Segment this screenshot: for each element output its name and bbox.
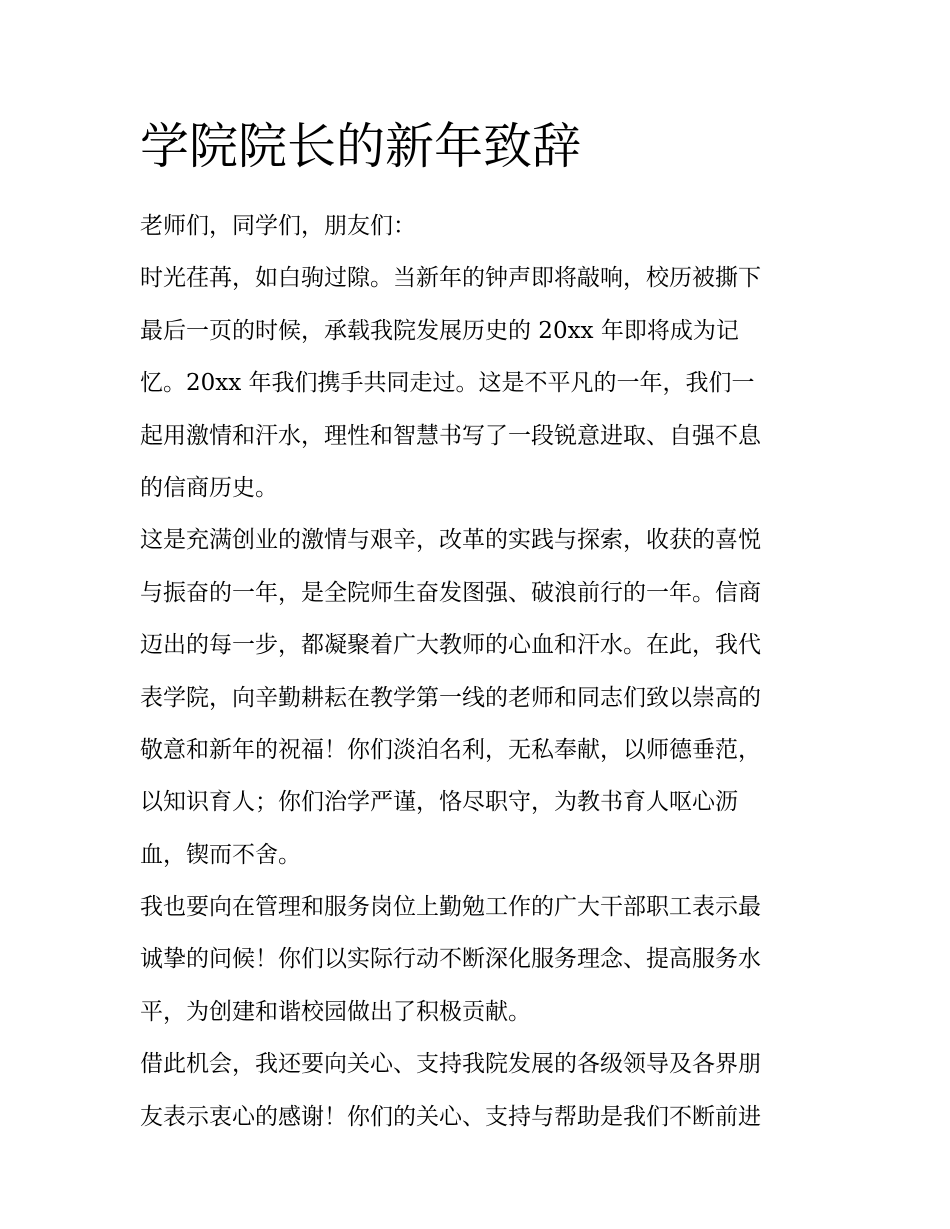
- text-line: 表学院，向辛勤耕耘在教学第一线的老师和同志们致以崇高的: [140, 684, 761, 711]
- document-title: 学院院长的新年致辞: [140, 118, 582, 175]
- text-line: 的信商历史。: [140, 474, 278, 501]
- text-line: 最后一页的时候，承载我院发展历史的 20xx 年即将成为记: [140, 317, 739, 344]
- text-line: 血，锲而不舍。: [140, 841, 301, 868]
- text-line: 友表示衷心的感谢！你们的关心、支持与帮助是我们不断前进: [140, 1103, 761, 1130]
- text-line: 平，为创建和谐校园做出了积极贡献。: [140, 998, 531, 1025]
- text-line: 这是充满创业的激情与艰辛，改革的实践与探索，收获的喜悦: [140, 527, 761, 554]
- text-line: 忆。20xx 年我们携手共同走过。这是不平凡的一年，我们一: [140, 370, 755, 397]
- text-line: 与振奋的一年，是全院师生奋发图强、破浪前行的一年。信商: [140, 579, 761, 606]
- text-line: 迈出的每一步，都凝聚着广大教师的心血和汗水。在此，我代: [140, 632, 761, 659]
- text-line: 以知识育人；你们治学严谨，恪尽职守，为教书育人呕心沥: [140, 789, 738, 816]
- text-line: 时光荏苒，如白驹过隙。当新年的钟声即将敲响，校历被撕下: [140, 265, 761, 292]
- text-line: 借此机会，我还要向关心、支持我院发展的各级领导及各界朋: [140, 1051, 761, 1078]
- text-line: 老师们，同学们，朋友们：: [140, 213, 416, 239]
- document-body: [140, 200, 820, 1143]
- text-line: 我也要向在管理和服务岗位上勤勉工作的广大干部职工表示最: [140, 894, 761, 921]
- text-line: 起用激情和汗水，理性和智慧书写了一段锐意进取、自强不息: [140, 422, 761, 449]
- text-line: 诚挚的问候！你们以实际行动不断深化服务理念、提高服务水: [140, 946, 761, 973]
- text-line: 敬意和新年的祝福！你们淡泊名利，无私奉献，以师德垂范，: [140, 736, 761, 763]
